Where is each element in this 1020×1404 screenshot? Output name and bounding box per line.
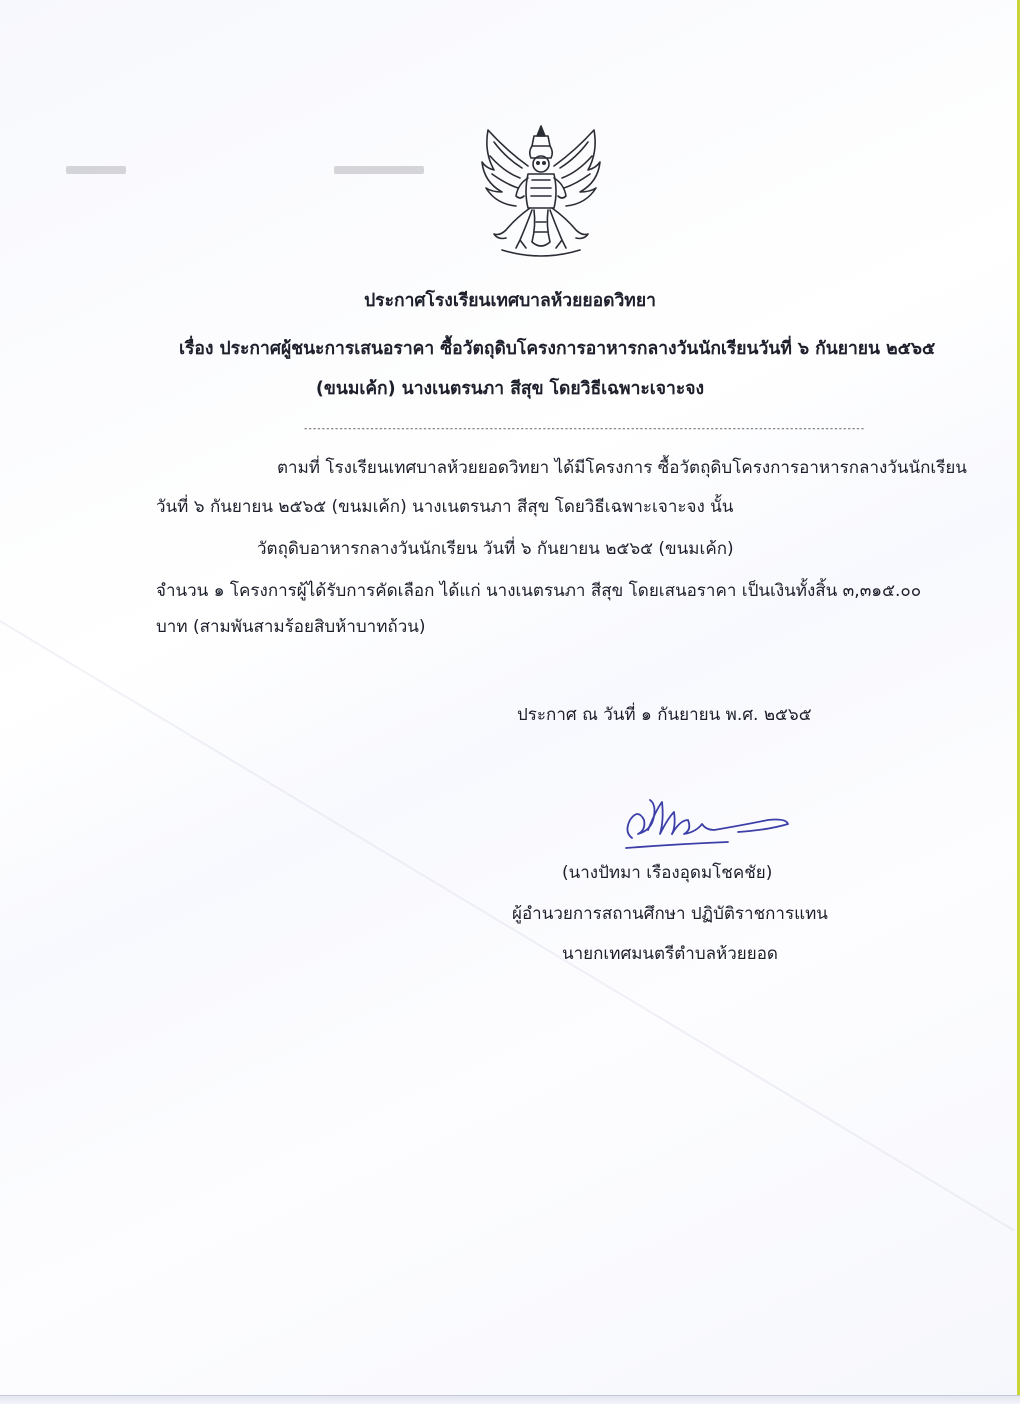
body-paragraph-2-line-3: บาท (สามพันสามร้อยสิบห้าบาทถ้วน) [156,617,426,637]
body-paragraph-2-line-1: วัตถุดิบอาหารกลางวันนักเรียน วันที่ ๖ กันยายน ๒๕๖๕ (ขนมเค้ก) [257,539,734,559]
announcement-subject-continued: (ขนมเค้ก) นางเนตรนภา สีสุข โดยวิธีเฉพาะเจาะจง [315,379,705,399]
signatory-position: ผู้อำนวยการสถานศึกษา ปฏิบัติราชการแทน [512,904,828,924]
body-paragraph-2-line-2: จำนวน ๑ โครงการผู้ได้รับการคัดเลือก ได้แก่ นางเนตรนภา สีสุข โดยเสนอราคา เป็นเงินทั้งสิ้น ๓,๓๑๕.๐๐ [156,581,922,601]
garuda-emblem-icon [476,122,606,262]
signatory-position-continued: นายกเทศมนตรีตำบลห้วยยอด [562,944,778,964]
body-paragraph-1-line-1: ตามที่ โรงเรียนเทศบาลห้วยยอดวิทยา ได้มีโครงการ ซื้อวัตถุดิบโครงการอาหารกลางวันนักเรียน [277,458,967,478]
announcement-subject: เรื่อง ประกาศผู้ชนะการเสนอราคา ซื้อวัตถุดิบโครงการอาหารกลางวันนักเรียนวันที่ ๖ กันยายน ๒๕๖๕ [179,339,936,359]
announcement-date: ประกาศ ณ วันที่ ๑ กันยายน พ.ศ. ๒๕๖๕ [517,705,812,725]
announcement-title: ประกาศโรงเรียนเทศบาลห้วยยอดวิทยา [364,291,656,311]
header-separator: ------------------------------------------------------------------------------------------------------------------------------- [303,424,865,434]
scan-smudge [334,166,424,174]
signatory-name: (นางปัทมา เรืองอุดมโชคชัย) [562,863,773,883]
scan-smudge [66,166,126,174]
body-paragraph-1-line-2: วันที่ ๖ กันยายน ๒๕๖๕ (ขนมเค้ก) นางเนตรนภา สีสุข โดยวิธีเฉพาะเจาะจง นั้น [156,497,734,517]
paper-fold [0,560,1015,1231]
handwritten-signature [618,790,798,860]
scan-edge-bottom [0,1395,1020,1404]
